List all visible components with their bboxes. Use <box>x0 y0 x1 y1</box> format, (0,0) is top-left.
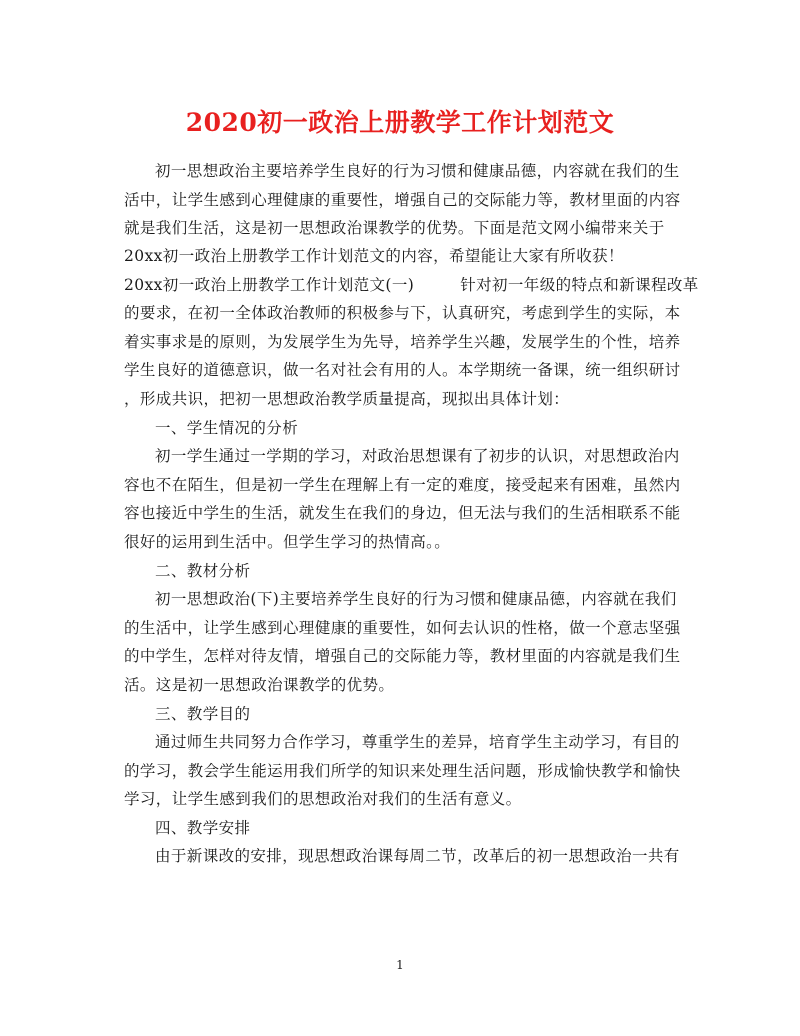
section-line: 容也不在陌生，但是初一学生在理解上有一定的难度，接受起来有困难，虽然内 <box>124 476 681 494</box>
section-line: 由于新课改的安排，现思想政治课每周二节，改革后的初一思想政治一共有 <box>155 847 680 865</box>
plan-body-line: ，形成共识，把初一思想政治教学质量提高，现拟出具体计划： <box>124 390 570 408</box>
intro-line: 初一思想政治主要培养学生良好的行为习惯和健康品德，内容就在我们的生 <box>155 162 680 180</box>
section-line: 很好的运用到生活中。但学生学习的热情高。。 <box>124 533 451 551</box>
section-heading: 二、教材分析 <box>155 562 251 580</box>
section-line: 通过师生共同努力合作学习，尊重学生的差异，培育学生主动学习，有目的 <box>155 733 680 751</box>
intro-line: 就是我们生活，这是初一思想政治课教学的优势。下面是范文网小编带来关于 <box>124 219 665 237</box>
section-line: 的生活中，让学生感到心理健康的重要性，如何去认识的性格，做一个意志坚强 <box>124 619 681 637</box>
document-title: 2020初一政治上册教学工作计划范文 <box>185 108 615 137</box>
section-line: 学习，让学生感到我们的思想政治对我们的生活有意义。 <box>124 790 522 808</box>
plan-lead: 针对初一年级的特点和新课程改革 <box>460 276 699 294</box>
plan-body-line: 着实事求是的原则，为发展学生为先导，培养学生兴趣，发展学生的个性，培养 <box>124 333 681 351</box>
section-line: 活。这是初一思想政治课教学的优势。 <box>124 676 395 694</box>
section-line: 容也接近中学生的生活，就发生在我们的身边，但无法与我们的生活相联系不能 <box>124 504 681 522</box>
plan-body-line: 学生良好的道德意识，做一名对社会有用的人。本学期统一备课，统一组织研讨 <box>124 361 681 379</box>
section-line: 的学习，教会学生能运用我们所学的知识来处理生活问题，形成愉快教学和愉快 <box>124 762 681 780</box>
plan-heading-line <box>124 275 699 295</box>
page-number: 1 <box>396 958 404 972</box>
section-line: 初一思想政治(下)主要培养学生良好的行为习惯和健康品德，内容就在我们 <box>155 590 677 608</box>
intro-line: 20xx初一政治上册教学工作计划范文的内容，希望能让大家有所收获！ <box>124 247 624 265</box>
plan-heading: 20xx初一政治上册教学工作计划范文(一) <box>124 276 415 294</box>
section-line: 初一学生通过一学期的学习，对政治思想课有了初步的认识，对思想政治内 <box>155 447 680 465</box>
intro-line: 活中，让学生感到心理健康的重要性，增强自己的交际能力等，教材里面的内容 <box>124 191 681 209</box>
section-heading: 一、学生情况的分析 <box>155 419 299 437</box>
section-heading: 三、教学目的 <box>155 705 251 723</box>
section-line: 的中学生，怎样对待友情，增强自己的交际能力等，教材里面的内容就是我们生 <box>124 647 681 665</box>
section-heading: 四、教学安排 <box>155 819 251 837</box>
plan-body-line: 的要求，在初一全体政治教师的积极参与下，认真研究，考虑到学生的实际，本 <box>124 304 681 322</box>
